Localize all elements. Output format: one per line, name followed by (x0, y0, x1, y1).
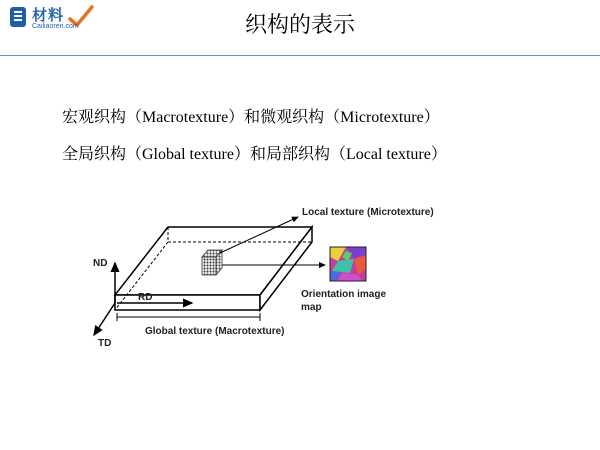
orientation-map-label-2: map (301, 302, 322, 313)
logo-subtext: Cailiaoren.com (32, 23, 79, 30)
global-texture-label: Global texture (Macrotexture) (145, 326, 285, 337)
text-line-macro-micro: 宏观织构（Macrotexture）和微观织构（Microtexture） (62, 109, 440, 126)
text-line-global-local: 全局织构（Global texture）和局部织构（Local texture） (62, 146, 447, 163)
texture-diagram (80, 195, 500, 365)
orientation-map-image (330, 247, 366, 281)
diagram-graphics (80, 195, 500, 365)
header (0, 0, 600, 52)
td-axis (94, 303, 115, 335)
nd-label: ND (93, 258, 108, 269)
global-texture-bracket (117, 313, 260, 321)
orientation-map-label-1: Orientation image (301, 289, 387, 300)
rd-label: RD (138, 292, 153, 303)
local-texture-label: Local texture (Microtexture) (302, 207, 434, 218)
td-label: TD (98, 338, 112, 349)
logo-text: 材料 (32, 6, 65, 24)
header-divider (0, 55, 600, 56)
microtexture-cube (202, 250, 222, 275)
page-title: 织构的表示 (244, 13, 355, 38)
